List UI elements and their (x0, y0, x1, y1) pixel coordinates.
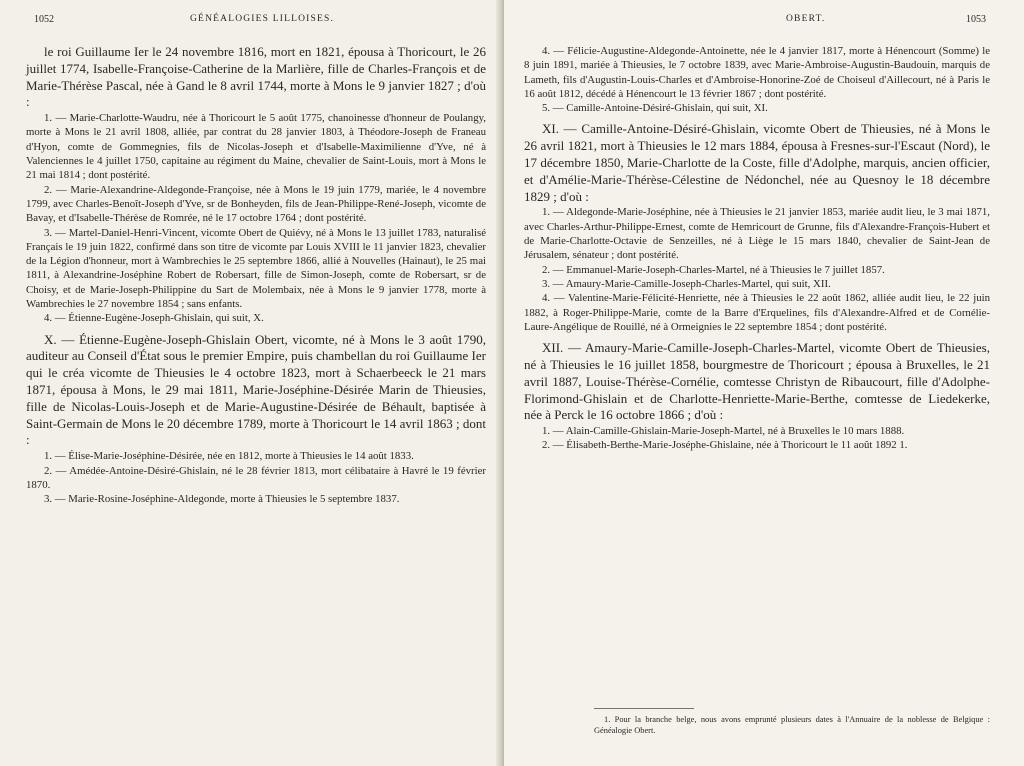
right-running-head: OBERT. (786, 14, 826, 24)
paragraph: 1. — Aldegonde-Marie-Joséphine, née à Thieusies le 21 janvier 1853, mariée audit lieu, le 3 mai 1871, avec Charles-Arthur-Philippe-Ernest, comte de Hemricourt de Grunne, fils d'Alexandre-François-Hubert et de Marie-Charlotte-Octavie de Senzeilles, né à Liège le 15 mars 1840, chevalier de Saint-Jean de Jérusalem, sénateur ; dont postérité. (524, 206, 990, 262)
right-page (504, 0, 1024, 766)
paragraph: 3. — Marie-Rosine-Joséphine-Aldegonde, morte à Thieusies le 5 septembre 1837. (44, 493, 400, 506)
right-page-number: 1053 (966, 14, 986, 25)
paragraph: 2. — Marie-Alexandrine-Aldegonde-Françoise, née à Mons le 19 juin 1779, mariée, le 4 novembre 1799, avec Charles-Benoît-Joseph d'Yve, sr de Bonheyden, fils de Jean-Philippe-René-Joseph, vicomte de Bavay, et d'Isabelle-Thérèse de Romrée, né le 17 octobre 1764 ; dont postérité. (26, 183, 486, 225)
paragraph: 3. — Amaury-Marie-Camille-Joseph-Charles-Martel, qui suit, XII. (542, 277, 831, 290)
paragraph: 1. — Alain-Camille-Ghislain-Marie-Joseph-Martel, né à Bruxelles le 10 mars 1888. (542, 425, 905, 438)
paragraph: 1. — Élise-Marie-Joséphine-Désirée, née en 1812, morte à Thieusies le 14 août 1833. (44, 450, 414, 463)
footnote: 1. Pour la branche belge, nous avons emprunté plusieurs dates à l'Annuaire de la noblesse de Belgique : Généalogie Obert. (594, 715, 990, 735)
paragraph: 4. — Valentine-Marie-Félicité-Henriette, née à Thieusies le 22 août 1862, alliée audit lieu, le 22 juin 1882, à Roger-Philippe-Marie, comte de la Barre d'Erquelines, fils d'Alexandre-Alfred et de Cornélie-Laure-Angélique de Rouillé, né à Ormeignies le 22 septembre 1854 ; dont postérité. (524, 292, 990, 333)
left-page-number: 1052 (34, 14, 54, 25)
right-page-body (524, 44, 990, 453)
paragraph: 4. — Étienne-Eugène-Joseph-Ghislain, qui suit, X. (44, 312, 264, 325)
paragraph: XII. — Amaury-Marie-Camille-Joseph-Charles-Martel, vicomte Obert de Thieusies, né à Thieusies le 16 juillet 1858, bourgmestre de Thoricourt ; épousa à Bruxelles, le 21 avril 1887, Louise-Thérèse-Cornélie, comtesse Christyn de Ribaucourt, fille d'Adolphe-Florimond-Ghislain et de Charlotte-Henriette-Marie-Berthe, comtesse de Liedekerke, née à Perck le 16 octobre 1866 ; d'où : (524, 340, 990, 423)
paragraph: 2. — Emmanuel-Marie-Joseph-Charles-Martel, né à Thieusies le 7 juillet 1857. (542, 263, 885, 276)
paragraph: 5. — Camille-Antoine-Désiré-Ghislain, qui suit, XI. (542, 102, 768, 115)
paragraph: 1. — Marie-Charlotte-Waudru, née à Thoricourt le 5 août 1775, chanoinesse d'honneur de Poulangy, morte à Mons le 21 avril 1808, alliée, par contrat du 28 janvier 1803, à Théodore-Joseph de Franeau d'Hyon, comte de Gommegnies, fils de Nicolas-Joseph et d'Isabelle-Maximilienne d'Yve, né à Valenciennes le 4 juillet 1750, capitaine au régiment du Maine, chevalier de Saint-Louis, mort à Mons le 21 mai 1814 ; dont postérité. (26, 112, 486, 182)
paragraph: 2. — Élisabeth-Berthe-Marie-Joséphe-Ghislaine, née à Thoricourt le 11 août 1892 1. (542, 439, 908, 452)
paragraph: 2. — Amédée-Antoine-Désiré-Ghislain, né le 28 février 1813, mort célibataire à Havré le 19 février 1870. (26, 464, 486, 491)
paragraph: 4. — Félicie-Augustine-Aldegonde-Antoinette, née le 4 janvier 1817, morte à Hénencourt (Somme) le 8 juin 1891, mariée à Thieusies, le 7 octobre 1839, avec Marie-Ambroise-Augustin-Baudouin, marquis de Lameth, fils d'Augustin-Louis-Charles et d'Ambroise-Honorine-Zoé de Choiseul d'Aillecourt, né à Paris le 16 août 1812, décédé à Hénencourt le 13 février 1867 ; dont postérité. (524, 45, 990, 100)
paragraph: X. — Étienne-Eugène-Joseph-Ghislain Obert, vicomte, né à Mons le 3 août 1790, auditeur au Conseil d'État sous le premier Empire, puis chambellan du roi Guillaume Ier qui le créa vicomte de Thieusies le 4 octobre 1823, mort à Schaerbeeck le 21 mars 1871, épousa à Mons, le 29 mai 1811, Marie-Joséphine-Désirée Marin de Thieusies, fille de Nicolas-Louis-Joseph et de Marie-Augustine-Désirée de Béhault, baptisée à Saint-Germain de Mons le 20 décembre 1789, morte à Thoricourt le 14 avril 1863 ; dont : (26, 331, 486, 448)
footnote-rule (594, 708, 694, 709)
left-running-head: GÉNÉALOGIES LILLOISES. (190, 14, 335, 24)
paragraph: XI. — Camille-Antoine-Désiré-Ghislain, vicomte Obert de Thieusies, né à Mons le 26 avril 1821, mort à Thieusies le 12 mars 1884, épousa à Fresnes-sur-l'Escaut (Nord), le 17 décembre 1850, Marie-Charlotte de la Coste, fille d'Adolphe, marquis, ancien officier, et d'Amélie-Marie-Thérèse-Célestine de Nédonchel, née au Quesnoy le 18 décembre 1829 ; d'où : (524, 121, 990, 204)
paragraph: le roi Guillaume Ier le 24 novembre 1816, mort en 1821, épousa à Thoricourt, le 26 juillet 1774, Isabelle-Françoise-Catherine de la Marlière, fille de Charles-François et de Marie-Thérèse Pascal, née à Gand le 8 avril 1744, morte à Mons le 9 janvier 1827 ; d'où : (26, 44, 486, 110)
paragraph: 3. — Martel-Daniel-Henri-Vincent, vicomte Obert de Quiévy, né à Mons le 13 juillet 1783, naturalisé Français le 19 juin 1822, confirmé dans son titre de vicomte par Louis XVIII le 11 janvier 1823, chevalier de la Légion d'honneur, mort à Wambrechies le 25 septembre 1866, allié à Nouvelles (Hainaut), le 25 mai 1811, à Alexandrine-Joséphine Robert de Robersart, fille de Simon-Joseph, comte de Robersart, sr de Choisy, et de Marie-Joseph-Philippine du Sart de Molembaix, née à Mons le 9 janvier 1778, morte à Wambrechies le 27 novembre 1854 ; sans enfants. (26, 226, 486, 311)
left-page (0, 0, 500, 766)
left-page-body (26, 44, 486, 506)
